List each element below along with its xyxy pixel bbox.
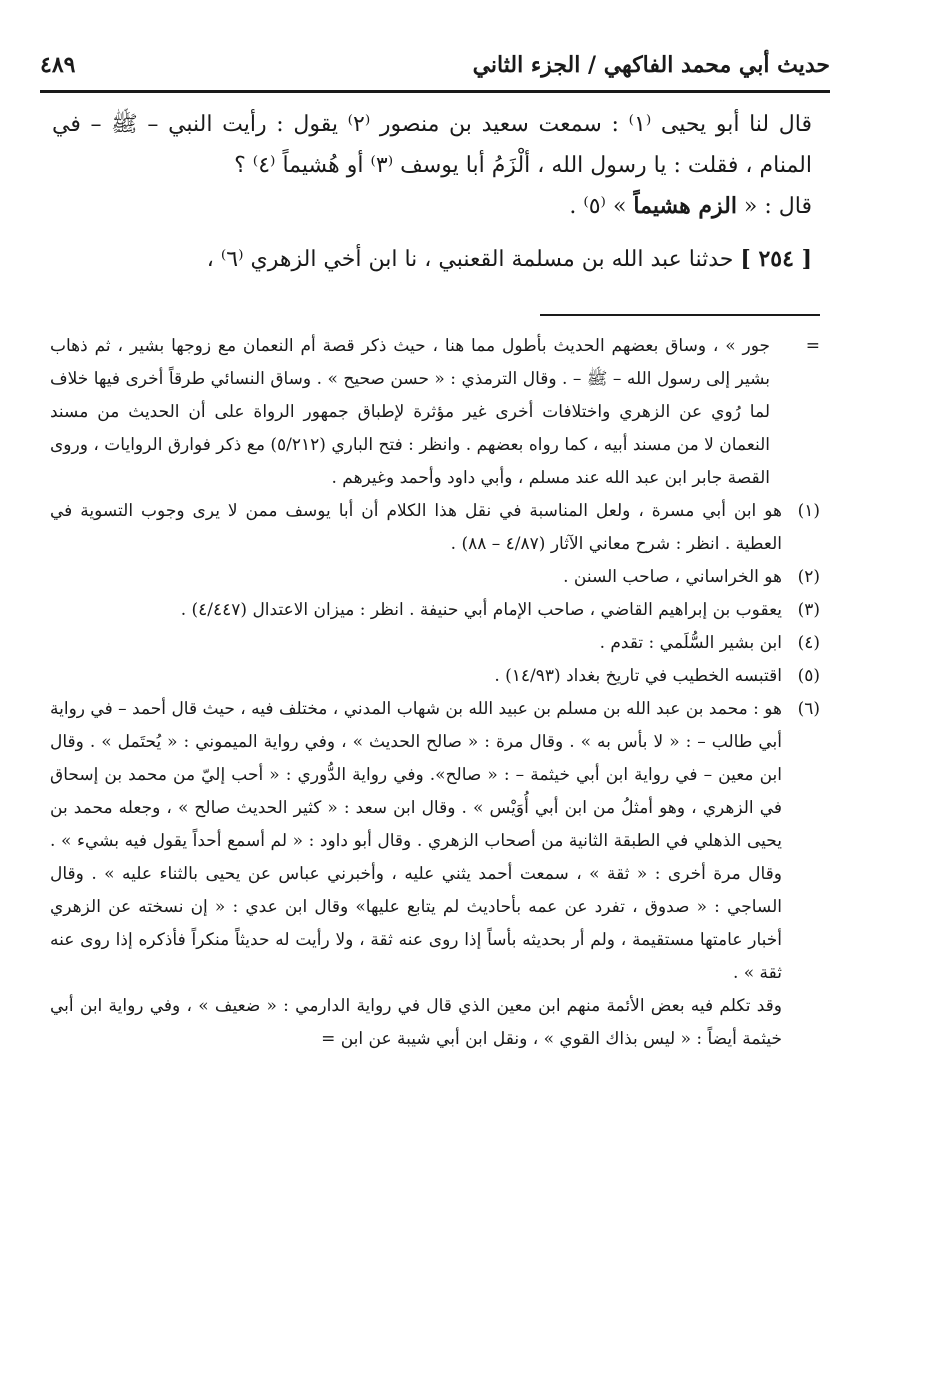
footnote-number: (٦) <box>797 699 820 719</box>
footnote <box>50 594 820 627</box>
footnote-text: هو : محمد بن عبد الله بن مسلم بن عبيد الله بن شهاب المدني ، مختلف فيه ، حيث قال أحمد – في رواية أبي طالب – : « لا بأس به » . وقال مرة : « صالح الحديث » ، وفي رواية الميموني : « يُحتَمل » . وقال ابن معين – في رواية ابن أبي خيثمة – : « صالح». وفي رواية الدُّوري : « أحب إليّ من محمد بن إسحاق في الزهري ، وهو أمثلُ من ابن أبي أُوَيْس » . وقال ابن سعد : « كثير الحديث صالح » ، وجعله محمد بن يحيى الذهلي في الطبقة الثانية من أصحاب الزهري . وقال أبو داود : « لم أسمع أحداً يقول فيه بشيء » . وقال مرة أخرى : « ثقة » ، سمعت أحمد يثني عليه ، وأخبرني عباس عن يحيى بالثناء عليه » . وقال الساجي : « صدوق ، تفرد عن عمه بأحاديث لم يتابع عليها» وقال ابن عدي : « إن نسخته عن الزهري أخبار عامتها مستقيمة ، ولم أر بحديثه بأساً إذا روى عنه ثقة ، ولا رأيت له حديثاً منكراً فأذكره إذا روى عنه ثقة » . <box>50 699 782 983</box>
continuation-mark: = <box>805 336 820 356</box>
quoted-bold-text: الزم هشيماً <box>633 193 737 219</box>
header-rule <box>40 90 830 93</box>
footnote-number: (٣) <box>797 600 820 620</box>
footnote-final-paragraph <box>50 990 820 1056</box>
footnote <box>50 627 820 660</box>
footnote-text: ابن بشير السُّلَمي : تقدم . <box>599 633 782 653</box>
hadith-text: حدثنا عبد الله بن مسلمة القعنبي ، نا ابن أخي الزهري ⁽٦⁾ ، <box>206 247 741 272</box>
hadith-number: [ ٢٥٤ ] <box>740 246 812 272</box>
quote-close: » ⁽٥⁾ . <box>569 194 634 219</box>
main-text <box>52 104 812 280</box>
footnote-text: اقتبسه الخطيب في تاريخ بغداد (١٤/٩٣) . <box>494 666 782 686</box>
footnote-text: هو الخراساني ، صاحب السنن . <box>563 567 782 587</box>
footnote-number: (١) <box>797 501 820 521</box>
main-paragraph-1: قال لنا أبو يحيى ⁽١⁾ : سمعت سعيد بن منصور ⁽٢⁾ يقول : رأيت النبي – ﷺ – في المنام ، فقلت : يا رسول الله ، ألْزَمُ أبا يوسف ⁽٣⁾ أو هُشيماً ⁽٤⁾ ؟ <box>52 112 813 178</box>
footnote-number: (٢) <box>797 567 820 587</box>
quote-open: قال : « <box>736 194 812 219</box>
footnote-final-text: وقد تكلم فيه بعض الأئمة منهم ابن معين الذي قال في رواية الدارمي : « ضعيف » ، وفي رواية ابن أبي خيثمة أيضاً : « ليس بذاك القوي » ، ونقل ابن أبي شيبة عن ابن = <box>50 996 782 1049</box>
footnote-continued <box>50 330 820 495</box>
main-paragraph-3 <box>52 239 812 280</box>
footnote-continued-text: جور » ، وساق بعضهم الحديث بأطول مما هنا ، حيث ذكر قصة أم النعمان مع زوجها بشير ، ثم ذهاب بشير إلى رسول الله – ﷺ – . وقال الترمذي : « حسن صحيح » . وساق النسائي طرقاً أخرى فيها خلاف لما رُوي عن الزهري واختلافات أخرى غير مؤثرة لإطباق جمهور الرواة على أن الحديث من مسند النعمان لا من مسند أبيه ، كما رواه بعضهم . وانظر : فتح الباري (٥/٢١٢) مع ذكر فوارق الروايات ، وروى القصة جابر ابن عبد الله عند مسلم ، وأبي داود وأحمد وغيرهم . <box>50 336 770 488</box>
footnote-text: يعقوب بن إبراهيم القاضي ، صاحب الإمام أبي حنيفة . انظر : ميزان الاعتدال (٤/٤٤٧) . <box>180 600 782 620</box>
footnote <box>50 561 820 594</box>
footnote <box>50 693 820 990</box>
page-header <box>40 52 830 88</box>
footnotes <box>50 330 820 1056</box>
page-number: ٤٨٩ <box>40 52 76 78</box>
footnote-text: هو ابن أبي مسرة ، ولعل المناسبة في نقل هذا الكلام أن أبا يوسف ممن لا يرى وجوب التسوية في العطية . انظر : شرح معاني الآثار (٤/٨٧ – ٨٨) . <box>50 501 782 554</box>
footnote-number: (٤) <box>797 633 820 653</box>
running-title: حديث أبي محمد الفاكهي / الجزء الثاني <box>472 52 830 78</box>
footnote <box>50 660 820 693</box>
main-paragraph-2 <box>52 186 812 227</box>
footnote-separator <box>540 314 820 316</box>
footnote-number: (٥) <box>797 666 820 686</box>
footnote <box>50 495 820 561</box>
